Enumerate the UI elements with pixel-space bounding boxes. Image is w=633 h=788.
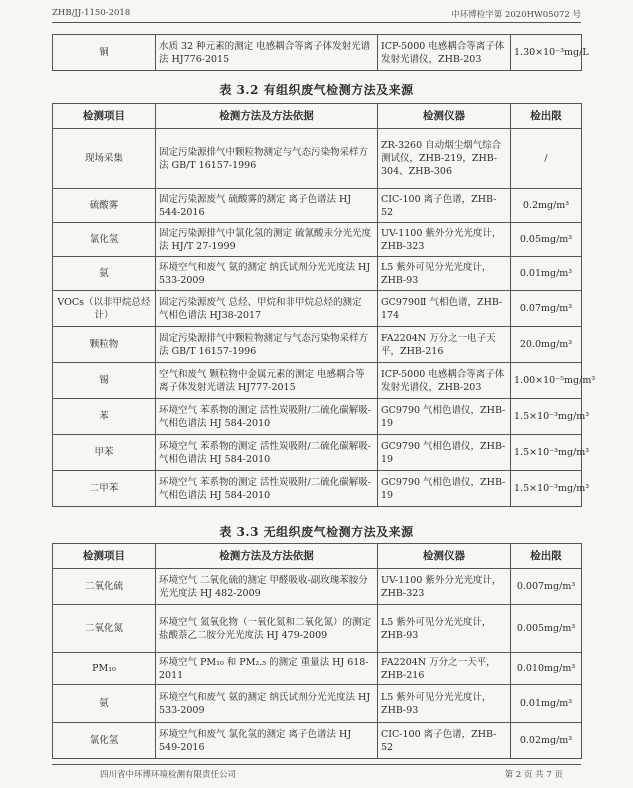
table3-body (53, 569, 582, 759)
item-cell: 氨 (53, 257, 156, 291)
item-cell: 锡 (53, 363, 156, 399)
table-row (53, 223, 582, 257)
item-cell: 氨 (53, 685, 156, 723)
table2 (52, 103, 596, 507)
method-cell: 固定污染源排气中颗粒物测定与气态污染物采样方法 GB/T 16157-1996 (156, 129, 378, 189)
table-row (53, 129, 582, 189)
instrument-cell: FA2204N 万分之一天平，ZHB-216 (378, 653, 511, 685)
table-row (53, 257, 582, 291)
header-method: 检测方法及方法依据 (156, 544, 378, 569)
header-limit: 检出限 (511, 104, 582, 129)
table2-body (53, 129, 596, 507)
table-header-row (53, 544, 582, 569)
instrument-cell: GC9790 气相色谱仪，ZHB-19 (378, 399, 511, 435)
method-cell: 固定污染源排气中氯化氢的测定 硫氰酸汞分光光度法 HJ/T 27-1999 (156, 223, 378, 257)
limit-cell: 0.005mg/m³ (511, 605, 582, 653)
limit-cell: 0.010mg/m³ (511, 653, 582, 685)
table-row (53, 653, 582, 685)
instrument-cell: UV-1100 紫外分光光度计，ZHB-323 (378, 569, 511, 605)
table-row (53, 291, 582, 327)
limit-cell: 1.5×10⁻³mg/m³ (511, 471, 582, 507)
method-cell: 环境空气和废气 氨的测定 纳氏试剂分光光度法 HJ 533-2009 (156, 685, 378, 723)
method-cell: 环境空气和废气 氯化氢的测定 离子色谱法 HJ 549-2016 (156, 723, 378, 759)
header-limit: 检出限 (511, 544, 582, 569)
limit-cell: 1.5×10⁻³mg/m³ (511, 399, 582, 435)
method-cell: 水质 32 种元素的测定 电感耦合等离子体发射光谱法 HJ776-2015 (156, 35, 378, 71)
limit-cell: 20.0mg/m³ (511, 327, 582, 363)
limit-cell: 0.01mg/m³ (511, 257, 582, 291)
item-cell: 颗粒物 (53, 327, 156, 363)
method-cell: 环境空气 苯系物的测定 活性炭吸附/二硫化碳解吸-气相色谱法 HJ 584-2010 (156, 399, 378, 435)
header-item: 检测项目 (53, 544, 156, 569)
method-cell: 环境空气 苯系物的测定 活性炭吸附/二硫化碳解吸-气相色谱法 HJ 584-2010 (156, 435, 378, 471)
footer-company: 四川省中环博环境检测有限责任公司 (100, 770, 237, 780)
method-cell: 环境空气 氮氧化物（一氧化氮和二氧化氮）的测定 盐酸萘乙二胺分光光度法 HJ 479-2009 (156, 605, 378, 653)
method-cell: 固定污染源废气 总烃、甲烷和非甲烷总烃的测定 气相色谱法 HJ38-2017 (156, 291, 378, 327)
limit-cell: 0.007mg/m³ (511, 569, 582, 605)
item-cell: PM₁₀ (53, 653, 156, 685)
continued-table (52, 34, 589, 71)
limit-cell: 0.02mg/m³ (511, 723, 582, 759)
instrument-cell: GC9790 气相色谱仪，ZHB-19 (378, 471, 511, 507)
table-row (53, 399, 582, 435)
table-row (53, 471, 582, 507)
instrument-cell: L5 紫外可见分光光度计，ZHB-93 (378, 257, 511, 291)
table-row (53, 435, 582, 471)
limit-cell: / (511, 129, 582, 189)
limit-cell: 0.05mg/m³ (511, 223, 582, 257)
instrument-cell: GC9790Ⅱ 气相色谱，ZHB-174 (378, 291, 511, 327)
footer-page-number: 第 2 页 共 7 页 (504, 770, 563, 780)
method-cell: 空气和废气 颗粒物中金属元素的测定 电感耦合等离子体发射光谱法 HJ777-2015 (156, 363, 378, 399)
instrument-cell: GC9790 气相色谱仪，ZHB-19 (378, 435, 511, 471)
item-cell: VOCs（以非甲烷总烃计） (53, 291, 156, 327)
item-cell: 铜 (53, 35, 156, 71)
method-cell: 环境空气 二氧化硫的测定 甲醛吸收-副玫瑰苯胺分光光度法 HJ 482-2009 (156, 569, 378, 605)
limit-cell: 1.30×10⁻³mg/L (511, 35, 582, 71)
table-row (53, 685, 582, 723)
footer-divider (52, 764, 581, 765)
instrument-cell: CIC-100 离子色谱，ZHB-52 (378, 723, 511, 759)
method-cell: 固定污染源排气中颗粒物测定与气态污染物采样方法 GB/T 16157-1996 (156, 327, 378, 363)
instrument-cell: ICP-5000 电感耦合等离子体发射光谱仪，ZHB-203 (378, 35, 511, 71)
header-instrument: 检测仪器 (378, 104, 511, 129)
instrument-cell: ZR-3260 自动烟尘烟气综合测试仪，ZHB-219，ZHB-304、ZHB-306 (378, 129, 511, 189)
item-cell: 苯 (53, 399, 156, 435)
item-cell: 硫酸雾 (53, 189, 156, 223)
method-cell: 环境空气 苯系物的测定 活性炭吸附/二硫化碳解吸-气相色谱法 HJ 584-2010 (156, 471, 378, 507)
header-method: 检测方法及方法依据 (156, 104, 378, 129)
table-row (53, 605, 582, 653)
instrument-cell: CIC-100 离子色谱，ZHB-52 (378, 189, 511, 223)
item-cell: 氯化氢 (53, 723, 156, 759)
instrument-cell: L5 紫外可见分光光度计，ZHB-93 (378, 685, 511, 723)
method-cell: 环境空气 PM₁₀ 和 PM₂.₅ 的测定 重量法 HJ 618-2011 (156, 653, 378, 685)
header-item: 检测项目 (53, 104, 156, 129)
item-cell: 氯化氢 (53, 223, 156, 257)
header-instrument: 检测仪器 (378, 544, 511, 569)
table2-caption: 表 3.2 有组织废气检测方法及来源 (219, 83, 414, 97)
table-row (53, 569, 582, 605)
table3-caption: 表 3.3 无组织废气检测方法及来源 (219, 525, 414, 539)
method-cell: 环境空气和废气 氨的测定 纳氏试剂分光光度法 HJ 533-2009 (156, 257, 378, 291)
instrument-cell: L5 紫外可见分光光度计，ZHB-93 (378, 605, 511, 653)
item-cell: 甲苯 (53, 435, 156, 471)
page-header (52, 6, 581, 22)
table-row (53, 327, 582, 363)
limit-cell: 1.5×10⁻³mg/m³ (511, 435, 582, 471)
limit-cell: 1.00×10⁻⁵mg/m³ (511, 363, 582, 399)
item-cell: 现场采集 (53, 129, 156, 189)
instrument-cell: ICP-5000 电感耦合等离子体发射光谱仪，ZHB-203 (378, 363, 511, 399)
table-row (53, 723, 582, 759)
header-divider (52, 22, 581, 23)
method-cell: 固定污染源废气 硫酸雾的测定 离子色谱法 HJ 544-2016 (156, 189, 378, 223)
table-row (53, 35, 582, 71)
item-cell: 二氧化氮 (53, 605, 156, 653)
limit-cell: 0.07mg/m³ (511, 291, 582, 327)
table-row (53, 363, 582, 399)
limit-cell: 0.2mg/m³ (511, 189, 582, 223)
item-cell: 二甲苯 (53, 471, 156, 507)
limit-cell: 0.01mg/m³ (511, 685, 582, 723)
instrument-cell: FA2204N 万分之一电子天平，ZHB-216 (378, 327, 511, 363)
item-cell: 二氧化硫 (53, 569, 156, 605)
table3 (52, 543, 582, 759)
page-footer (100, 768, 563, 782)
header-report-number: 中环博检字第 2020HW05072 号 (451, 10, 581, 20)
table-header-row (53, 104, 582, 129)
header-doc-code: ZHB/JJ-1150-2018 (52, 8, 131, 18)
table-row (53, 189, 582, 223)
instrument-cell: UV-1100 紫外分光光度计，ZHB-323 (378, 223, 511, 257)
